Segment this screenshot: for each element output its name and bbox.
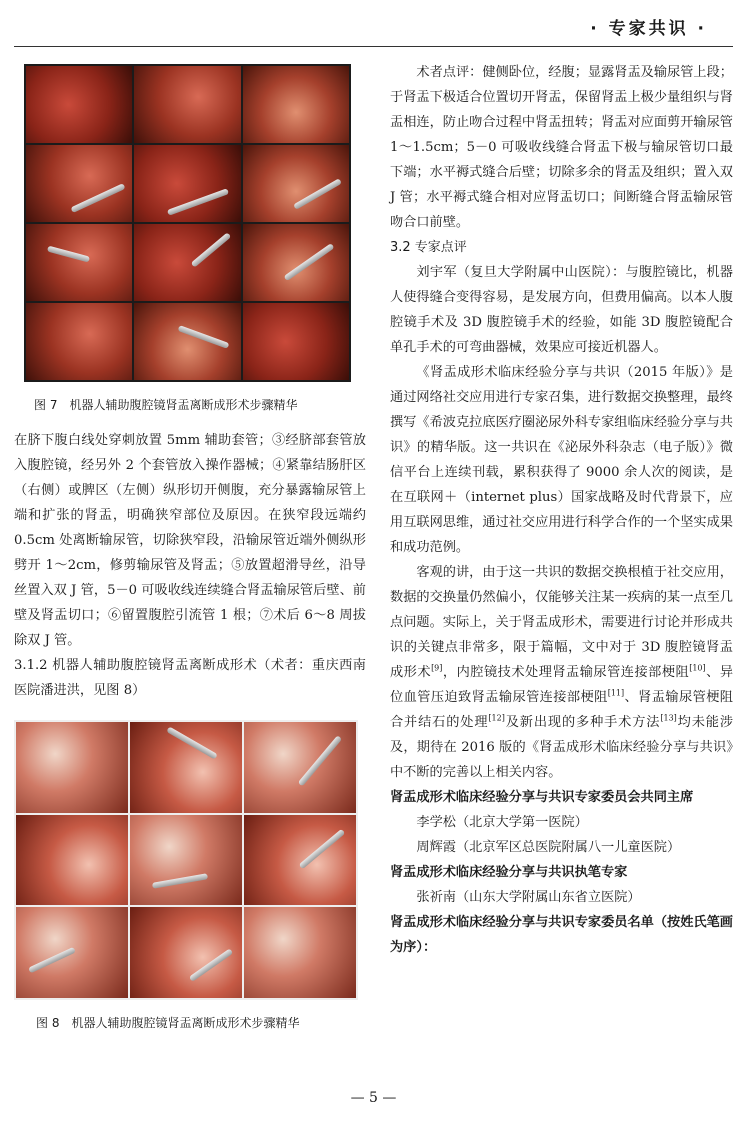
- surgery-frame: [16, 722, 128, 813]
- citation: [13]: [660, 713, 677, 723]
- surgery-frame: [130, 815, 242, 906]
- surgical-instrument: [191, 232, 232, 267]
- paragraph: 术者点评：健侧卧位，经腹；显露肾盂及输尿管上段；于肾盂下极适合位置切开肾盂，保留肾盂上极少量组织与肾盂相连，防止吻合过程中肾盂扭转；肾盂对应面剪开输尿管 1～1.5cm；5－0 可吸收线缝合肾盂下极与输尿管切口最下端；水平褥式缝合后壁；切除多余的肾盂及组织；置入双 J 管；水平褥式缝合相对应肾盂切口；间断缝合肾盂输尿管吻合口前壁。: [390, 65, 733, 230]
- text-run: 均未能涉及，期待在 2016 版的《肾盂成形术临床经验分享与共识》中不断的完善以上相关内容。: [390, 715, 734, 780]
- citation: [9]: [431, 663, 443, 673]
- paragraph: 刘宇军（复旦大学附属中山医院）：与腹腔镜比，机器人使得缝合变得容易，是发展方向，但费用偏高。以本人腹腔镜手术及 3D 腹腔镜手术的经验，如能 3D 腹腔镜配合单孔手术的可弯曲器械，效果应可接近机器人。: [390, 265, 733, 355]
- surgery-frame: [244, 722, 356, 813]
- citation: [11]: [607, 688, 625, 698]
- citation: [12]: [488, 713, 505, 723]
- surgical-instrument: [166, 727, 217, 760]
- surgery-frame: [16, 815, 128, 906]
- text-run: 、肾盂输尿管梗阻合并结石的处理: [390, 690, 733, 730]
- text-run: ，内腔镜技术处理肾盂输尿管连接部梗阻: [442, 665, 690, 680]
- text-run: 客观的讲，由于这一共识的数据交换根植于社交应用，数据的交换量仍然偏小，仅能够关注某一疾病的某一点至几点问题。实际上，关于肾盂成形术，需要进行讨论并形成共识的关键点非常多，限于篇幅，文中对于 3D 腹腔镜肾盂成形术: [390, 565, 733, 680]
- citation: [10]: [689, 663, 706, 673]
- surgical-instrument: [47, 246, 90, 263]
- surgery-frame: [244, 907, 356, 998]
- left-column: [14, 428, 366, 703]
- section-heading-3-2: 3.2 专家点评: [390, 240, 467, 255]
- journal-section-title: · 专家共识 ·: [590, 19, 707, 39]
- surgery-frame: [134, 224, 240, 301]
- surgery-frame: [26, 224, 132, 301]
- surgery-frame: [130, 722, 242, 813]
- surgery-frame: [243, 224, 349, 301]
- surgery-frame: [130, 907, 242, 998]
- surgery-frame: [26, 303, 132, 380]
- paragraph: [390, 560, 733, 785]
- right-column: [390, 60, 733, 960]
- surgical-instrument: [293, 178, 342, 210]
- surgery-frame: [134, 66, 240, 143]
- header-rule: [14, 46, 733, 47]
- paragraph: 在脐下腹白线处穿刺放置 5mm 辅助套管；③经脐部套管放入腹腔镜，经另外 2 个套管放入操作器械；④紧靠结肠肝区（右侧）或脾区（左侧）纵形切开侧腹，充分暴露输尿管上端和扩张的肾盂，明确狭窄部位及原因。在狭窄段远端约 0.5cm 处离断输尿管，切除狭窄段，沿输尿管近端外侧纵形劈开 1～2cm，修剪输尿管及肾盂；⑤放置超滑导丝，沿导丝置入双 J 管，5－0 可吸收线连续缝合肾盂输尿管后壁、前壁及肾盂切口；⑥留置腹腔引流管 1 根；⑦术后 6～8 周拔除双 J 管。: [14, 433, 366, 648]
- paragraph: 《肾盂成形术临床经验分享与共识（2015 年版）》是通过网络社交应用进行专家召集，进行数据交换整理，最终撰写《希波克拉底医疗圈泌尿外科专家组临床经验分享与共识》的精华版。这一共识在《泌尿外科杂志（电子版）》微信平台上连续刊载，累积获得了 9000 余人次的阅读，是在互联网＋（internet plus）国家战略及时代背景下，应用互联网思维，通过社交应用进行科学合作的一个坚实成果和成功范例。: [390, 365, 733, 555]
- surgical-instrument: [28, 947, 76, 974]
- surgical-instrument: [283, 242, 334, 280]
- surgical-instrument: [297, 736, 341, 787]
- committee-member: 李学松（北京大学第一医院）: [416, 815, 588, 830]
- committee-member: 周辉霞（北京军区总医院附属八一儿童医院）: [416, 840, 681, 855]
- surgical-instrument: [299, 829, 346, 870]
- surgery-frame: [26, 66, 132, 143]
- page-number: — 5 —: [350, 1090, 397, 1106]
- surgery-frame: [134, 145, 240, 222]
- section-heading-3-1-2: 3.1.2 机器人辅助腹腔镜肾盂离断成形术（术者：重庆西南医院潘进洪，见图 8）: [14, 658, 366, 698]
- surgical-instrument: [189, 948, 234, 982]
- members-list-heading: 肾盂成形术临床经验分享与共识专家委员名单（按姓氏笔画为序）：: [390, 915, 733, 955]
- committee-heading: 肾盂成形术临床经验分享与共识专家委员会共同主席: [390, 790, 694, 805]
- writer-member: 张祈南（山东大学附属山东省立医院）: [416, 890, 641, 905]
- surgery-frame: [243, 66, 349, 143]
- figure-8-caption: 图 8 机器人辅助腹腔镜肾盂离断成形术步骤精华: [36, 1016, 300, 1030]
- surgery-frame: [243, 303, 349, 380]
- figure-7-caption: 图 7 机器人辅助腹腔镜肾盂离断成形术步骤精华: [34, 398, 298, 412]
- surgery-frame: [244, 815, 356, 906]
- surgery-frame: [134, 303, 240, 380]
- surgery-frame: [243, 145, 349, 222]
- writer-heading: 肾盂成形术临床经验分享与共识执笔专家: [390, 865, 628, 880]
- figure-7-image-grid: [24, 64, 351, 382]
- surgical-instrument: [70, 183, 126, 213]
- surgery-frame: [16, 907, 128, 998]
- surgery-frame: [26, 145, 132, 222]
- surgical-instrument: [177, 325, 229, 349]
- figure-8-image-grid: [14, 720, 358, 1000]
- text-run: 、异位血管压迫致肾盂输尿管连接部梗阻: [390, 665, 734, 705]
- text-run: 及新出现的多种手术方法: [504, 715, 661, 730]
- surgical-instrument: [167, 188, 229, 215]
- surgical-instrument: [152, 873, 208, 889]
